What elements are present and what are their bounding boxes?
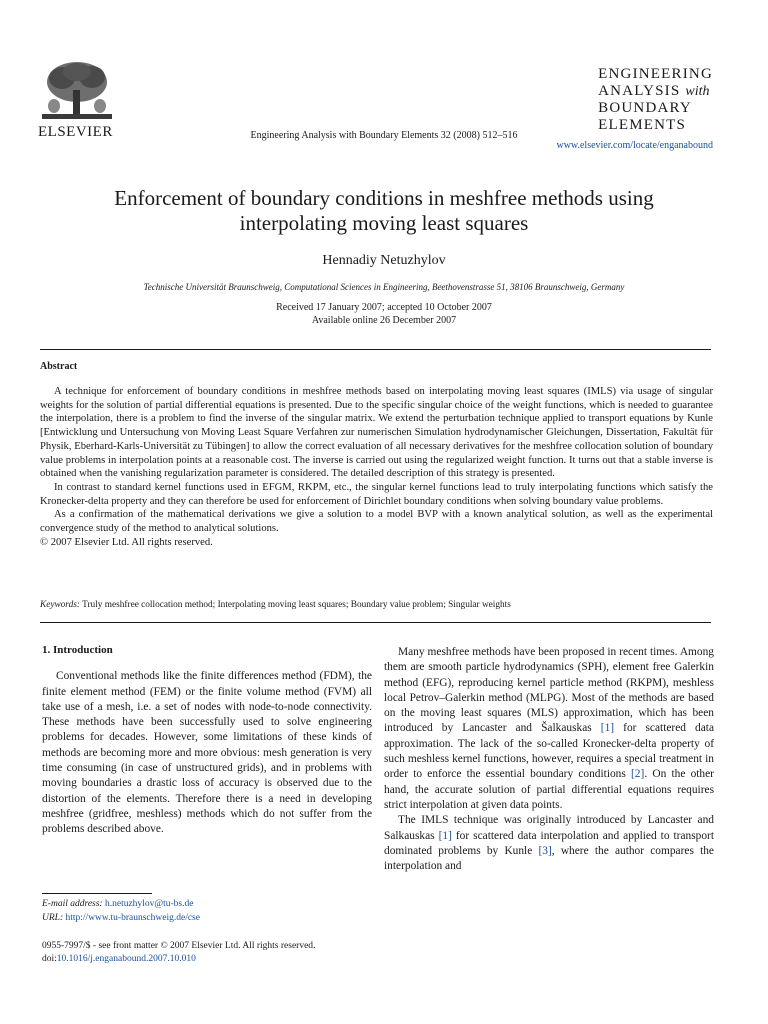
abstract-heading: Abstract [40, 361, 78, 372]
abstract-paragraph-1: A technique for enforcement of boundary conditions in meshfree methods based on interpolating moving least squares (IMLS) via usage of singular weights for the solution of partial differential equations is presented. Due to the specific singular choice of the weight functions, which is needed to guarantee the interpolation, there is a problem to find the inverse of the singular matrix. We extend the perturbation technique applied to transport equations by Kunle [Entwicklung und Untersuchung von Moving Least Square Verfahren zur numerischen Simulation hydrodynamischer Gleichungen, Dissertation, Fakultät für Physik, Eberhard-Karls-Universität zu Tübingen] to allow the correct evaluation of all necessary derivatives for the meshfree collocation solution of boundary value problems in interpolation points at a reasonable cost. The inverse is carried out using the regularized weight function. It turns out that a stable inverse is obtained when the vanishing regularization parameter is considered. The detailed description of this strategy is presented. [40, 386, 713, 480]
journal-title-line1: ENGINEERING [598, 66, 713, 82]
section-heading-introduction: 1. Introduction [42, 644, 113, 656]
url-link[interactable]: http://www.tu-braunschweig.de/cse [65, 912, 200, 923]
keywords [40, 600, 711, 610]
journal-title-with: with [685, 84, 710, 99]
right-column [384, 645, 714, 874]
front-matter [42, 940, 315, 966]
keywords-label: Keywords: [40, 600, 80, 610]
citation-link-2[interactable]: [2] [631, 768, 645, 781]
footnote-email [42, 898, 372, 912]
citation-link-4[interactable]: [3] [538, 844, 552, 857]
keywords-text: Truly meshfree collocation method; Interpolating moving least squares; Boundary value problem; Singular weights [82, 600, 511, 610]
article-title [40, 186, 728, 236]
intro-p2-text-b: for scattered data approximation. The lack of the so-called Kronecker-delta property of such meshless kernel functions, however, requires a special treatment in order to enforce the essential boundary conditions [384, 722, 715, 781]
article-dates [0, 301, 768, 327]
doi-link[interactable]: 10.1016/j.enganabound.2007.10.010 [56, 954, 196, 964]
journal-title [598, 66, 713, 134]
available-date: Available online 26 December 2007 [311, 315, 457, 326]
intro-paragraph-1: Conventional methods like the finite differences method (FDM), the finite element method (FEM) or the finite volume method (FVM) all take use of a mesh, i.e. a set of nodes with node-to-node connectivity. These methods have been successfully used to solve engineering problems for decades. However, some limitations of these kinds of methods are becoming more and more obvious: mesh generation is very time consuming (in case of unstructured grids), and in problems with moving boundaries a drastic loss of accuracy is observed due to the distortion of the elements. Therefore there is a need in developing meshfree (gridfree, meshless) methods which do not suffer from the problems described above. [42, 670, 372, 836]
email-link[interactable]: h.netuzhylov@tu-bs.de [104, 899, 194, 909]
abstract-bottom-rule [40, 622, 711, 623]
citation-link-3[interactable]: [1] [438, 829, 452, 842]
abstract-copyright: © 2007 Elsevier Ltd. All rights reserved. [40, 536, 213, 548]
journal-title-line4: ELEMENTS [598, 117, 687, 133]
received-date: Received 17 January 2007; accepted 10 October 2007 [276, 302, 492, 313]
author-affiliation: Technische Universität Braunschweig, Computational Sciences in Engineering, Beethovenstrasse 51, 38106 Braunschweig, Germany [143, 282, 625, 292]
url-label: URL: [42, 912, 64, 923]
abstract-paragraph-2: In contrast to standard kernel functions used in EFGM, RKPM, etc., the singular kernel functions lead to truly interpolating functions which satisfy the Kronecker-delta property and they can therefore be used for enforcement of Dirichlet boundary conditions when solving boundary value problems. [40, 481, 713, 507]
footnote-rule [42, 893, 152, 894]
article-title-line2: interpolating moving least squares [239, 211, 529, 235]
left-column [42, 643, 372, 838]
intro-p2-text-c: . On the other hand, the accurate solution of partial differential equations requires strict interpolation at given data points. [384, 768, 714, 811]
author-name: Hennadiy Netuzhylov [322, 253, 446, 268]
intro-p3-text-c: , where the author compares the interpolation and [384, 844, 714, 873]
citation-link-1[interactable]: [1] [600, 722, 615, 735]
intro-paragraph-2 [384, 645, 714, 813]
elsevier-tree-icon [38, 60, 116, 130]
intro-paragraph-3 [384, 813, 714, 874]
footnote-url [42, 912, 372, 926]
journal-title-line2 [598, 83, 713, 100]
issn-line: 0955-7997/$ - see front matter © 2007 Elsevier Ltd. All rights reserved. [42, 941, 316, 951]
publisher-name: ELSEVIER [38, 124, 113, 140]
journal-url-link[interactable]: www.elsevier.com/locate/enganabound [556, 140, 713, 151]
journal-citation: Engineering Analysis with Boundary Elements 32 (2008) 512–516 [250, 130, 518, 141]
article-title-line1: Enforcement of boundary conditions in meshfree methods using [114, 186, 654, 210]
journal-title-analysis: ANALYSIS [598, 83, 681, 99]
abstract-paragraph-3: As a confirmation of the mathematical derivations we give a solution to a model BVP with a known analytical solution, as well as the experimental convergence study of the method to analytical solutions. [40, 509, 713, 535]
intro-p3-text-a: The IMLS technique was originally introduced by Lancaster and Salkauskas [384, 814, 714, 842]
intro-p2-text-a: Many meshfree methods have been proposed in recent times. Among them are smooth particle hydrodynamics (SPH), element free Galerkin method (EFG), reproducing kernel particle method (RKPM), meshless local Petrov–Galerkin method (MLPG). Most of the methods are based on the moving least squares (MLS) approximation, which has been introduced by Lancaster and Šalkauskas [384, 646, 714, 735]
intro-p3-text-b: for scattered data interpolation and applied to transport dominated problems by Kunle [384, 829, 714, 857]
abstract-body [40, 385, 713, 549]
abstract-top-rule [40, 349, 711, 350]
footnote [42, 898, 372, 925]
doi-line [42, 953, 315, 966]
journal-title-line3: BOUNDARY [598, 100, 692, 116]
doi-label: doi: [42, 954, 57, 964]
email-label: E-mail address: [42, 899, 103, 909]
